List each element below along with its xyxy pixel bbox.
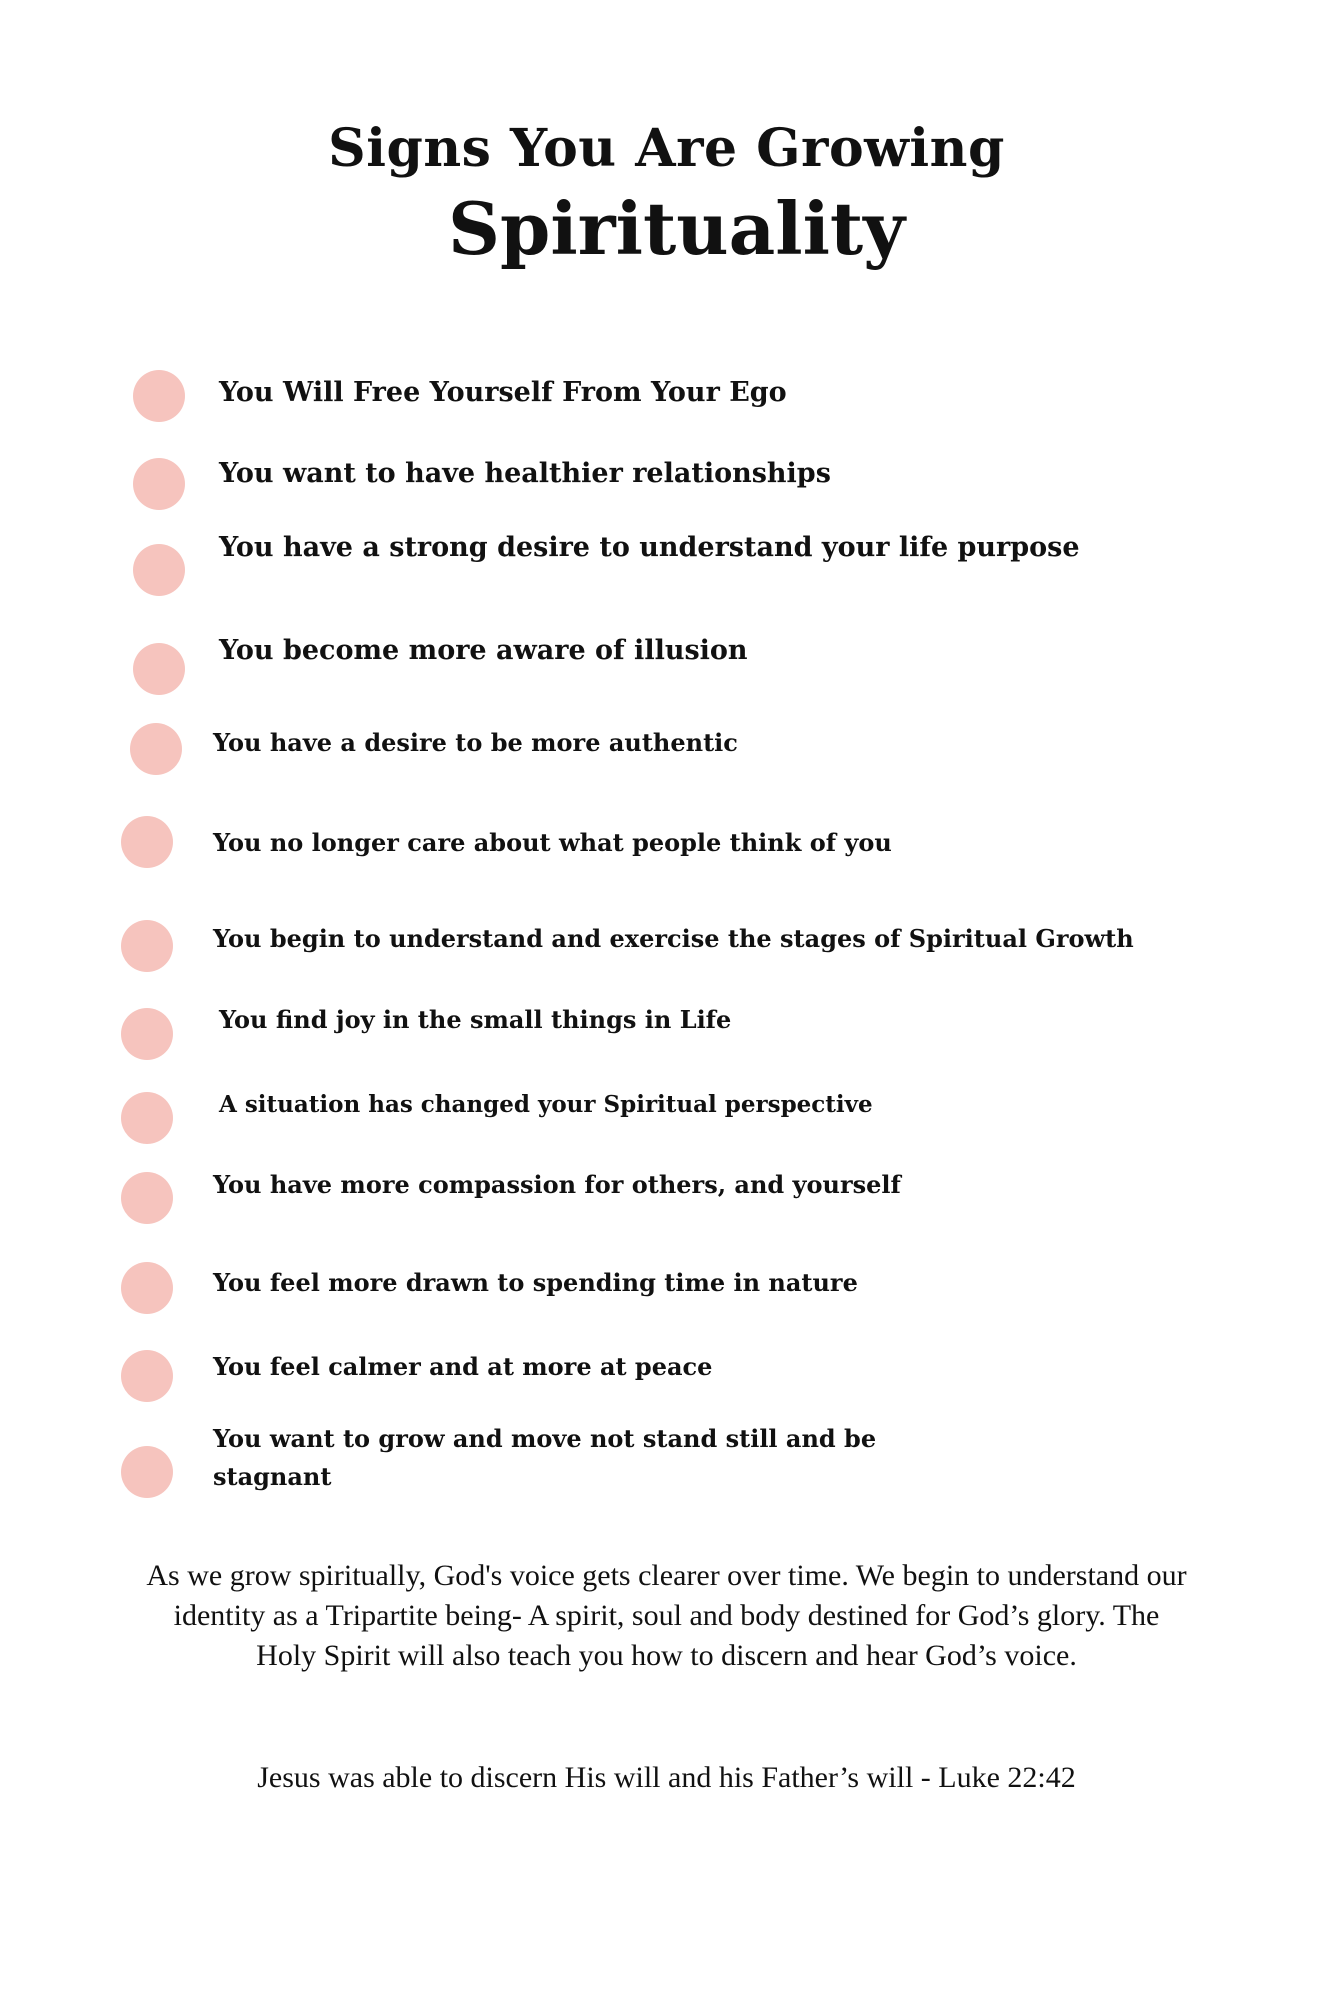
circle-bullet-icon: [121, 816, 173, 868]
list-item-text: You no longer care about what people think of you: [213, 828, 892, 857]
list-item-text: A situation has changed your Spiritual perspective: [219, 1091, 873, 1118]
list-item-text: You feel more drawn to spending time in nature: [213, 1268, 858, 1297]
list-item-text: You Will Free Yourself From Your Ego: [219, 377, 787, 408]
circle-bullet-icon: [133, 643, 185, 695]
title-line-2: Spirituality: [447, 186, 906, 271]
circle-bullet-icon: [121, 1008, 173, 1060]
scripture-quote: Jesus was able to discern His will and his Father’s will - Luke 22:42: [257, 1761, 1076, 1794]
circle-bullet-icon: [121, 920, 173, 972]
closing-paragraph: As we grow spiritually, God's voice gets clearer over time. We begin to understand our identity as a Tripartite being- A spirit, soul and body destined for God’s glory. The Holy Spirit will also teach you how to discern and hear God’s voice.: [146, 1559, 1187, 1672]
list-item-text: You want to have healthier relationships: [219, 458, 831, 489]
title-line-1: Signs You Are Growing: [328, 118, 1005, 179]
list-item-text: You begin to understand and exercise the stages of Spiritual Growth: [213, 924, 1134, 953]
circle-bullet-icon: [133, 370, 185, 422]
circle-bullet-icon: [121, 1446, 173, 1498]
circle-bullet-icon: [121, 1092, 173, 1144]
list-item-text: You become more aware of illusion: [219, 635, 748, 666]
circle-bullet-icon: [121, 1350, 173, 1402]
list-item-text: You have more compassion for others, and yourself: [213, 1170, 901, 1199]
circle-bullet-icon: [133, 544, 185, 596]
circle-bullet-icon: [121, 1172, 173, 1224]
circle-bullet-icon: [130, 723, 182, 775]
circle-bullet-icon: [121, 1262, 173, 1314]
list-item-text: You find joy in the small things in Life: [219, 1005, 732, 1034]
list-item-text: You have a desire to be more authentic: [213, 728, 738, 757]
circle-bullet-icon: [133, 458, 185, 510]
list-item-text: You have a strong desire to understand your life purpose: [219, 532, 1080, 563]
list-item-text: You want to grow and move not stand still and be stagnant: [213, 1424, 877, 1491]
list-item-text: You feel calmer and at more at peace: [213, 1352, 713, 1381]
